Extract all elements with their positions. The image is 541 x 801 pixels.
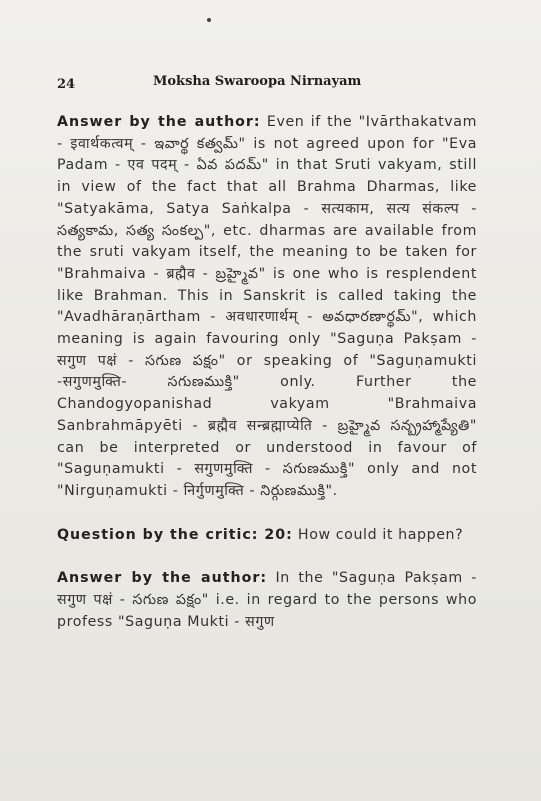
answer-text: Even if the "Ivārthakatvam - इवार्थकत्वम् - ఇవార్థ కత్వమ్" is not agreed upon for "Eva Padam - एव पदम् - ఏవ పదమ్" in that Sruti vakyam, still in view of the fact that all Brahma Dharmas, like "Satyakāma, Satya Saṅkalpa - सत्यकाम, सत्य संकल्प - సత్యకామ, సత్య సంకల్ప", etc. dharmas are available from the sruti vakyam itself, the meaning to be taken for "Brahmaiva - ब्रह्मैव - బ్రహ్మైవ" is one who is resplendent like Brahman. This in Sanskrit is called taking the "Avadhāraṇārtham - अवधारणार्थम् - అవధారణార్థమ్", which meaning is again favouring only "Saguṇa Pakṣam - सगुण पक्षं - సగుణ పక్షం" or speaking of "Saguṇamukti -सगुणमुक्ति- సగుణముక్తి" only. Further the Chandogyopanishad vakyam "Brahmaiva Sanbrahmāpyēti - ब्रह्मैव सन्ब्रह्माप्येति - బ్రహ్మైవ సన్బ్రహ్మాప్యేతి" can be interpreted or understood in favour of "Saguṇamukti - सगुणमुक्ति - సగుణముక్తి" only and not "Nirguṇamukti - निर्गुणमुक्ति - నిర్గుణముక్తి". <box>57 114 477 499</box>
answer-heading: Answer by the author: <box>57 570 268 587</box>
answer-text: In the "Saguṇa Pakṣam - सगुण पक्षं - సగుణ పక్షం" i.e. in regard to the persons who profess "Saguṇa Mukti - सगुण <box>57 570 477 630</box>
question-paragraph-20 <box>57 525 477 547</box>
answer-paragraph-1 <box>57 112 477 503</box>
answer-paragraph-2 <box>57 568 477 633</box>
running-title: Moksha Swaroopa Nirnayam <box>153 74 362 89</box>
question-text: How could it happen? <box>292 526 464 543</box>
ink-dot <box>207 18 211 22</box>
question-heading: Question by the critic: 20: <box>57 526 293 543</box>
answer-heading: Answer by the author: <box>57 114 261 130</box>
body-text <box>57 112 477 655</box>
page-header <box>57 73 517 95</box>
page-number: 24 <box>57 77 76 92</box>
